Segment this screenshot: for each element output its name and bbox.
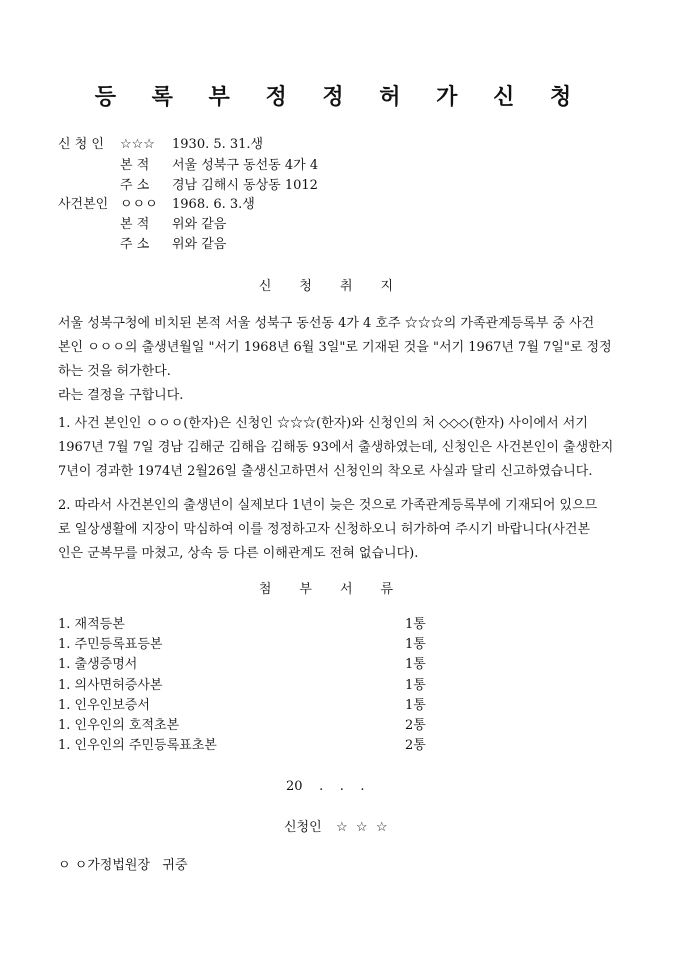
subject-domicile: 위와 같음 bbox=[172, 217, 227, 232]
attachment-count: 1통 bbox=[405, 617, 426, 632]
signature-name: ☆ ☆ ☆ bbox=[336, 820, 388, 835]
attachment-name: 1. 의사면허증사본 bbox=[58, 678, 163, 693]
attachment-count: 2통 bbox=[405, 718, 426, 733]
applicant-birth: 1930. 5. 31.생 bbox=[172, 137, 264, 152]
applicant-address: 경남 김해시 동상동 1012 bbox=[172, 178, 318, 193]
attachments-heading: 첨부서류 bbox=[258, 582, 422, 597]
applicant-domicile-label: 본 적 bbox=[120, 158, 150, 173]
attachment-name: 1. 재적등본 bbox=[58, 617, 125, 632]
subject-label: 사건본인 bbox=[58, 197, 109, 212]
reason-2-line: 인은 군복무를 마쳤고, 상속 등 다른 이해관계도 전혀 없습니다). bbox=[58, 546, 419, 561]
applicant-label: 신 청 인 bbox=[58, 137, 104, 152]
reason-1-line: 7년이 경과한 1974년 2월26일 출생신고하면서 신청인의 착오로 사실과 달리 신고하였습니다. bbox=[58, 464, 593, 479]
subject-address: 위와 같음 bbox=[172, 237, 227, 252]
attachment-count: 1통 bbox=[405, 657, 426, 672]
purpose-paragraph bbox=[58, 312, 626, 408]
signature-label: 신청인 bbox=[284, 820, 322, 835]
attachment-count: 2통 bbox=[405, 738, 426, 753]
attachment-name: 1. 인우인의 주민등록표초본 bbox=[58, 738, 217, 753]
date-line: 20 . . . bbox=[286, 779, 365, 794]
applicant-name: ☆☆☆ bbox=[120, 137, 155, 152]
reason-1-line: 1. 사건 본인인 ㅇㅇㅇ(한자)은 신청인 ☆☆☆(한자)와 신청인의 처 ◇◇◇(한자) 사이에서 서기 bbox=[58, 416, 588, 431]
addressee: ㅇ ㅇ가정법원장 귀중 bbox=[58, 858, 188, 873]
subject-name: ㅇㅇㅇ bbox=[120, 197, 158, 212]
attachment-name: 1. 주민등록표등본 bbox=[58, 637, 163, 652]
reason-1-line: 1967년 7월 7일 경남 김해군 김해읍 김해동 93에서 출생하였는데, 신청인은 사건본인이 출생한지 bbox=[58, 440, 614, 455]
reason-1-paragraph bbox=[58, 412, 626, 484]
attachment-name: 1. 출생증명서 bbox=[58, 657, 138, 672]
reason-2-paragraph bbox=[58, 494, 626, 566]
purpose-line: 본인 ㅇㅇㅇ의 출생년월일 "서기 1968년 6월 3일"로 기재된 것을 "서기 1967년 7월 7일"로 정정 bbox=[58, 340, 612, 355]
attachment-count: 1통 bbox=[405, 698, 426, 713]
attachment-count: 1통 bbox=[405, 637, 426, 652]
subject-domicile-label: 본 적 bbox=[120, 217, 150, 232]
subject-address-label: 주 소 bbox=[120, 237, 150, 252]
document-title: 등 록 부 정 정 허 가 신 청 bbox=[94, 84, 586, 110]
attachment-count: 1통 bbox=[405, 678, 426, 693]
attachment-name: 1. 인우인의 호적초본 bbox=[58, 718, 180, 733]
purpose-heading: 신청취지 bbox=[258, 279, 422, 294]
purpose-line: 하는 것을 허가한다. bbox=[58, 364, 171, 379]
reason-2-line: 2. 따라서 사건본인의 출생년이 실제보다 1년이 늦은 것으로 가족관계등록부에 기재되어 있으므 bbox=[58, 498, 598, 513]
applicant-domicile: 서울 성북구 동선동 4가 4 bbox=[172, 158, 319, 173]
attachment-name: 1. 인우인보증서 bbox=[58, 698, 150, 713]
reason-2-line: 로 일상생활에 지장이 막심하여 이를 정정하고자 신청하오니 허가하여 주시기 바랍니다(사건본 bbox=[58, 522, 591, 537]
purpose-line: 서울 성북구청에 비치된 본적 서울 성북구 동선동 4가 4 호주 ☆☆☆의 가족관계등록부 중 사건 bbox=[58, 316, 595, 331]
subject-birth: 1968. 6. 3.생 bbox=[172, 197, 255, 212]
applicant-address-label: 주 소 bbox=[120, 178, 150, 193]
purpose-line: 라는 결정을 구합니다. bbox=[58, 388, 184, 403]
